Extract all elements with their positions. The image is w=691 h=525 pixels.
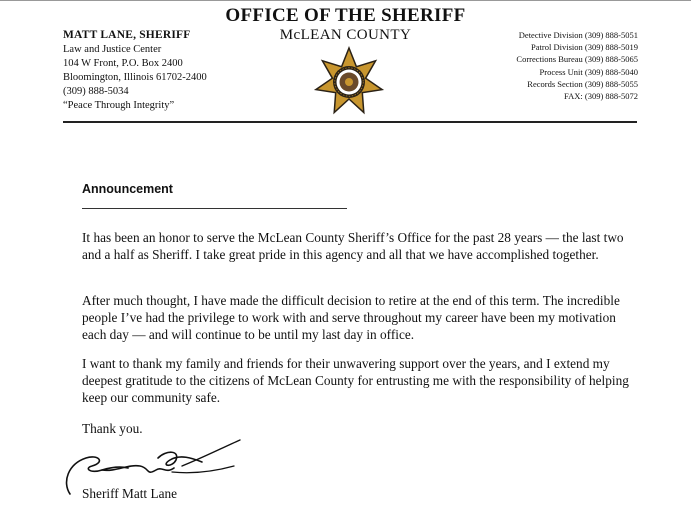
sheriff-star-badge-icon [312,46,386,118]
division-line: Corrections Bureau (309) 888-5065 [516,54,638,65]
paragraph: After much thought, I have made the difficult decision to retire at the end of this term. The incredible people I’ve had the privilege to work with and serve throughout my career have been my motivation each day — and will continue to be until my last day in office. [82,293,620,342]
signed-name: Sheriff Matt Lane [82,486,178,501]
office-title: OFFICE OF THE SHERIFF [225,5,466,26]
division-line: Process Unit (309) 888-5040 [539,66,638,77]
paragraph: It has been an honor to serve the McLean County Sheriff’s Office for the past 28 years — the last two and a half as Sheriff. I take great pride in this agency and all that we have accomplished together. [82,230,624,262]
heading-underline [82,208,347,209]
division-line: Patrol Division (309) 888-5019 [531,42,638,53]
phone-line: (309) 888-5034 [63,86,129,97]
county-name: McLEAN COUNTY [279,27,412,43]
header-divider [63,121,637,123]
motto: “Peace Through Integrity” [63,100,175,111]
announcement-heading: Announcement [82,182,173,196]
address-line: 104 W Front, P.O. Box 2400 [63,58,183,69]
closing-line: Thank you. [82,421,143,436]
division-line: Detective Division (309) 888-5051 [518,30,638,40]
address-line: Bloomington, Illinois 61702-2400 [63,72,207,83]
top-border [0,0,691,1]
paragraph: I want to thank my family and friends for their unwavering support over the years, and I extend my deepest gratitude to the citizens of McLean County for entrusting me with the responsibility of helping keep our community safe. [82,356,629,405]
division-line: FAX: (309) 888-5072 [564,91,638,102]
division-contacts [516,29,638,102]
address-line: Law and Justice Center [63,44,162,55]
division-line: Records Section (309) 888-5055 [527,78,638,89]
sheriff-name: MATT LANE, SHERIFF [63,29,191,41]
